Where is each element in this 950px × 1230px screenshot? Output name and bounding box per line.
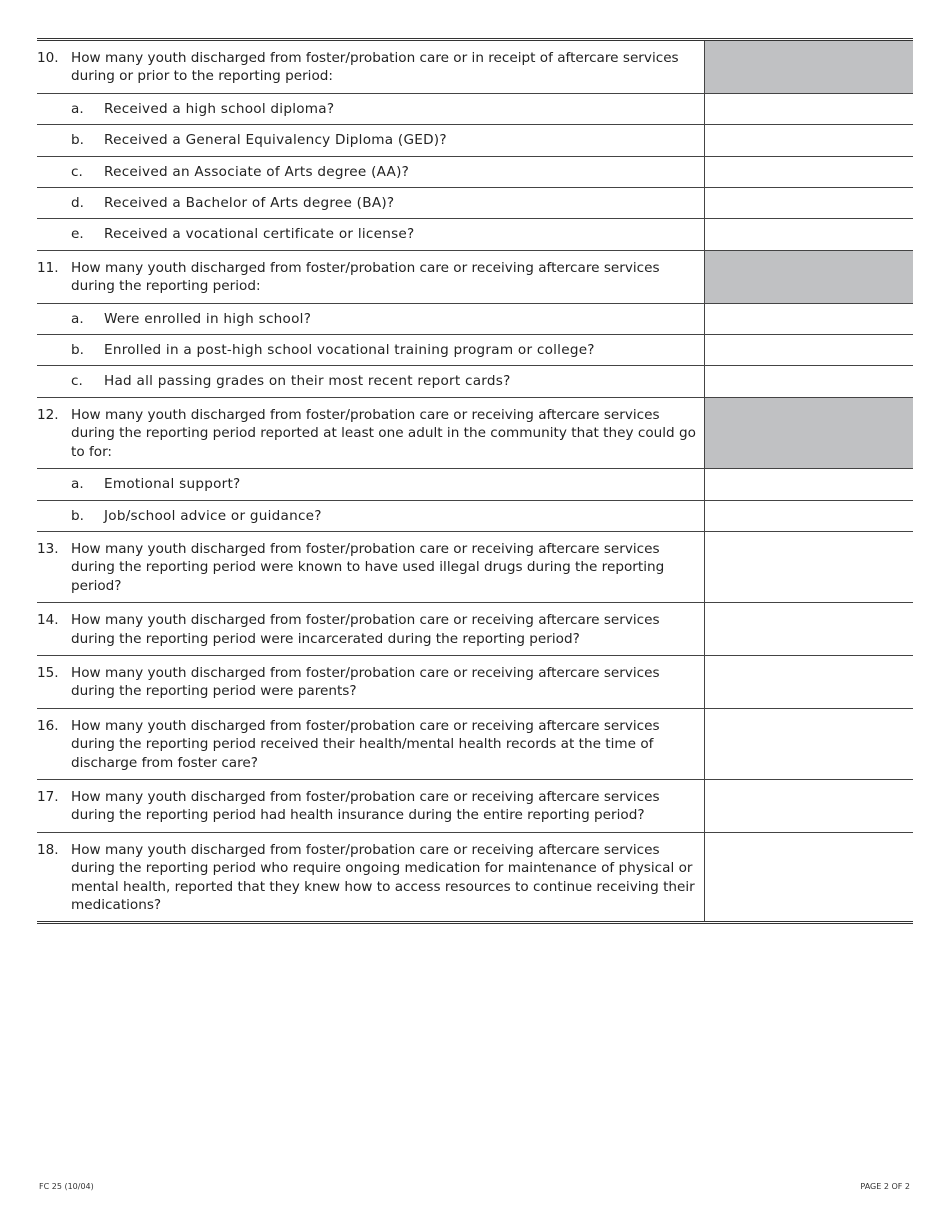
question-row <box>37 40 913 94</box>
question-wrap <box>37 841 700 915</box>
question-text: How many youth discharged from foster/probation care or receiving aftercare services during the reporting period were parents? <box>71 664 660 700</box>
sub-question-text: Were enrolled in high school? <box>104 310 312 327</box>
question-wrap <box>37 664 700 701</box>
answer-field[interactable] <box>704 655 913 708</box>
question-cell <box>37 250 704 303</box>
sub-question-row <box>37 188 913 219</box>
sub-question-row <box>37 156 913 187</box>
answer-field[interactable] <box>704 156 913 187</box>
question-text: How many youth discharged from foster/probation care or receiving aftercare services during the reporting period were incarcerated during the reporting period? <box>71 612 660 647</box>
question-row <box>37 708 913 779</box>
sub-question-wrap <box>71 100 700 118</box>
sub-question-letter: b. <box>71 507 84 524</box>
question-cell <box>37 397 704 468</box>
sub-question-row <box>37 366 913 397</box>
question-text: How many youth discharged from foster/probation care or receiving aftercare services during the reporting period had health insurance during the entire reporting period? <box>71 788 660 824</box>
question-number: 11. <box>37 259 59 276</box>
question-text: How many youth discharged from foster/probation care or receiving aftercare services during the reporting period reported at least one adult in the community that they could go to for: <box>71 406 696 460</box>
answer-field[interactable] <box>704 469 913 500</box>
question-text: How many youth discharged from foster/probation care or receiving aftercare services during the reporting period who require ongoing medication for maintenance of physical or mental health, reported that they knew how to access resources to continue receiving their medications? <box>71 841 695 913</box>
answer-field[interactable] <box>704 93 913 124</box>
sub-question-letter: b. <box>71 342 84 359</box>
sub-question-letter: b. <box>71 132 84 149</box>
form-body <box>37 40 913 923</box>
question-cell <box>37 779 704 832</box>
answer-field[interactable] <box>704 603 913 656</box>
question-cell <box>37 531 704 602</box>
sub-question-wrap <box>71 341 700 359</box>
sub-question-text: Received a General Equivalency Diploma (GED)? <box>104 132 447 149</box>
question-cell <box>37 603 704 656</box>
sub-question-cell <box>37 500 704 531</box>
sub-question-cell <box>37 303 704 334</box>
answer-field[interactable] <box>704 832 913 923</box>
sub-question-text: Received a vocational certificate or license? <box>104 226 415 243</box>
sub-question-row <box>37 93 913 124</box>
question-wrap <box>37 717 700 772</box>
question-row <box>37 397 913 468</box>
question-wrap <box>37 406 700 461</box>
answer-field[interactable] <box>704 531 913 602</box>
question-number: 14. <box>37 612 59 629</box>
question-row <box>37 603 913 656</box>
answer-field[interactable] <box>704 303 913 334</box>
question-wrap <box>37 788 700 825</box>
sub-question-text: Emotional support? <box>104 476 241 493</box>
sub-question-text: Had all passing grades on their most recent report cards? <box>104 373 511 390</box>
shaded-answer-cell <box>704 397 913 468</box>
sub-question-cell <box>37 366 704 397</box>
sub-question-letter: a. <box>71 100 84 117</box>
page-number-label: PAGE 2 OF 2 <box>860 1182 910 1191</box>
question-cell <box>37 832 704 923</box>
question-text: How many youth discharged from foster/probation care or in receipt of aftercare services during or prior to the reporting period: <box>71 50 679 85</box>
sub-question-cell <box>37 188 704 219</box>
question-row <box>37 250 913 303</box>
question-row <box>37 832 913 923</box>
sub-question-row <box>37 335 913 366</box>
sub-question-cell <box>37 219 704 250</box>
sub-question-wrap <box>71 131 700 149</box>
sub-question-letter: c. <box>71 373 83 390</box>
question-number: 15. <box>37 664 59 681</box>
sub-question-wrap <box>71 507 700 525</box>
question-row <box>37 779 913 832</box>
question-text: How many youth discharged from foster/probation care or receiving aftercare services during the reporting period received their health/mental health records at the time of discharge from foster care? <box>71 717 660 771</box>
answer-field[interactable] <box>704 366 913 397</box>
question-cell <box>37 655 704 708</box>
answer-field[interactable] <box>704 188 913 219</box>
sub-question-text: Received a Bachelor of Arts degree (BA)? <box>104 195 395 212</box>
answer-field[interactable] <box>704 335 913 366</box>
question-text: How many youth discharged from foster/probation care or receiving aftercare services during the reporting period were known to have used illegal drugs during the reporting period? <box>71 540 665 594</box>
question-text: How many youth discharged from foster/probation care or receiving aftercare services during the reporting period: <box>71 259 660 295</box>
question-number: 16. <box>37 717 59 734</box>
sub-question-text: Job/school advice or guidance? <box>104 507 322 524</box>
sub-question-text: Received an Associate of Arts degree (AA)? <box>104 163 410 180</box>
sub-question-cell <box>37 125 704 156</box>
form-id-label: FC 25 (10/04) <box>39 1182 94 1191</box>
question-wrap <box>37 540 700 595</box>
question-wrap <box>37 259 700 296</box>
shaded-answer-cell <box>704 40 913 94</box>
question-number: 18. <box>37 841 59 858</box>
answer-field[interactable] <box>704 779 913 832</box>
sub-question-letter: a. <box>71 476 84 493</box>
sub-question-wrap <box>71 225 700 243</box>
question-number: 12. <box>37 406 59 423</box>
sub-question-wrap <box>71 310 700 328</box>
question-number: 10. <box>37 50 59 66</box>
sub-question-row <box>37 125 913 156</box>
question-cell <box>37 40 704 94</box>
sub-question-cell <box>37 469 704 500</box>
sub-question-wrap <box>71 194 700 212</box>
question-wrap <box>37 49 700 86</box>
sub-question-wrap <box>71 372 700 390</box>
sub-question-letter: e. <box>71 226 84 243</box>
answer-field[interactable] <box>704 219 913 250</box>
sub-question-cell <box>37 156 704 187</box>
answer-field[interactable] <box>704 500 913 531</box>
sub-question-row <box>37 500 913 531</box>
shaded-answer-cell <box>704 250 913 303</box>
answer-field[interactable] <box>704 708 913 779</box>
sub-question-text: Received a high school diploma? <box>104 100 335 117</box>
question-row <box>37 655 913 708</box>
sub-question-row <box>37 219 913 250</box>
sub-question-letter: a. <box>71 310 84 327</box>
sub-question-wrap <box>71 475 700 493</box>
question-cell <box>37 708 704 779</box>
question-row <box>37 531 913 602</box>
answer-field[interactable] <box>704 125 913 156</box>
question-number: 17. <box>37 788 59 805</box>
sub-question-wrap <box>71 163 700 181</box>
sub-question-cell <box>37 93 704 124</box>
sub-question-row <box>37 303 913 334</box>
sub-question-letter: c. <box>71 163 83 180</box>
sub-question-row <box>37 469 913 500</box>
sub-question-letter: d. <box>71 195 84 212</box>
sub-question-text: Enrolled in a post-high school vocational training program or college? <box>104 342 595 359</box>
sub-question-cell <box>37 335 704 366</box>
question-number: 13. <box>37 540 59 557</box>
survey-form-table <box>37 38 913 924</box>
question-wrap <box>37 611 700 648</box>
